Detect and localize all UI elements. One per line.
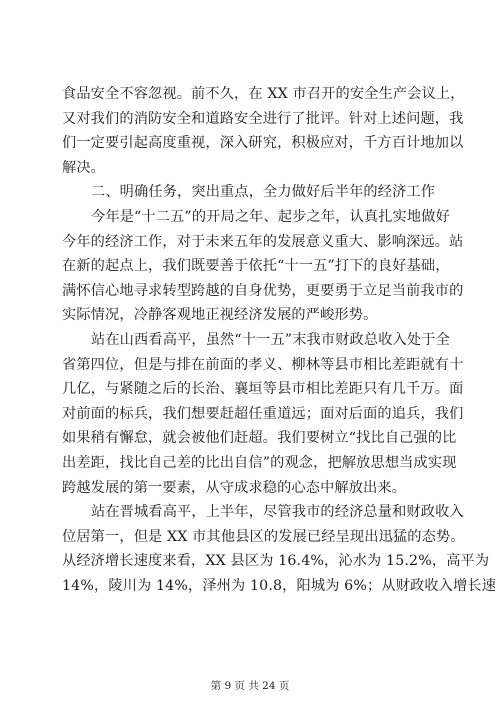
text-line: 食品安全不容忽视。前不久，在 XX 市召开的安全生产会议上， (62, 86, 465, 102)
text-line: 14%，陵川为 14%，泽州为 10.8，阳城为 6%；从财政收入增长速 (62, 577, 497, 594)
text-line: 实际情况，冷静客观地正视经济发展的严峻形势。 (62, 307, 378, 324)
text-line: 今年的经济工作，对于未来五年的发展意义重大、影响深远。站 (62, 233, 464, 250)
text-line: 跨越发展的第一要素，从守成求稳的心态中解放出来。 (62, 479, 407, 496)
text-line: 出差距，找比自己差的比出自信”的观念，把解放思想当成实现 (62, 454, 457, 471)
text-line: 今年是“十二五”的开局之年、起步之年，认真扎实地做好 (91, 208, 450, 225)
text-line: 在新的起点上，我们既要善于依托“十一五”打下的良好基础， (62, 258, 450, 275)
document-body (62, 82, 497, 598)
text-line: 又对我们的消防安全和道路安全进行了批评。针对上述问题，我 (62, 110, 464, 127)
text-line: 解决。 (62, 159, 106, 176)
text-line: 站在晋城看高平，上半年，尽管我市的经济总量和财政收入 (91, 504, 464, 521)
text-line: 们一定要引起高度重视，深入研究，积极应对，千方百计地加以 (62, 135, 464, 152)
section-heading: 二、明确任务，突出重点，全力做好后半年的经济工作 (91, 184, 436, 201)
text-line: 几亿，与紧随之后的长治、襄垣等县市相比差距只有几千万。面 (62, 381, 464, 398)
text-line: 对前面的标兵，我们想要赶超任重道远；面对后面的追兵，我们 (62, 405, 464, 422)
text-line: 站在山西看高平，虽然“十一五”末我市财政总收入处于全 (91, 331, 450, 348)
page-number-footer: 第 9 页 共 24 页 (210, 680, 290, 692)
text-line: 满怀信心地寻求转型跨越的自身优势，更要勇于立足当前我市的 (62, 282, 464, 299)
text-line: 从经济增长速度来看，XX 县区为 16.4%，沁水为 15.2%，高平为 (62, 553, 490, 570)
text-line: 位居第一，但是 XX 市其他县区的发展已经呈现出迅猛的态势。 (62, 528, 465, 545)
text-line: 省第四位，但是与排在前面的孝义、柳林等县市相比差距就有十 (62, 356, 464, 373)
text-line: 如果稍有懈怠，就会被他们赶超。我们要树立“找比自己强的比 (62, 430, 457, 447)
